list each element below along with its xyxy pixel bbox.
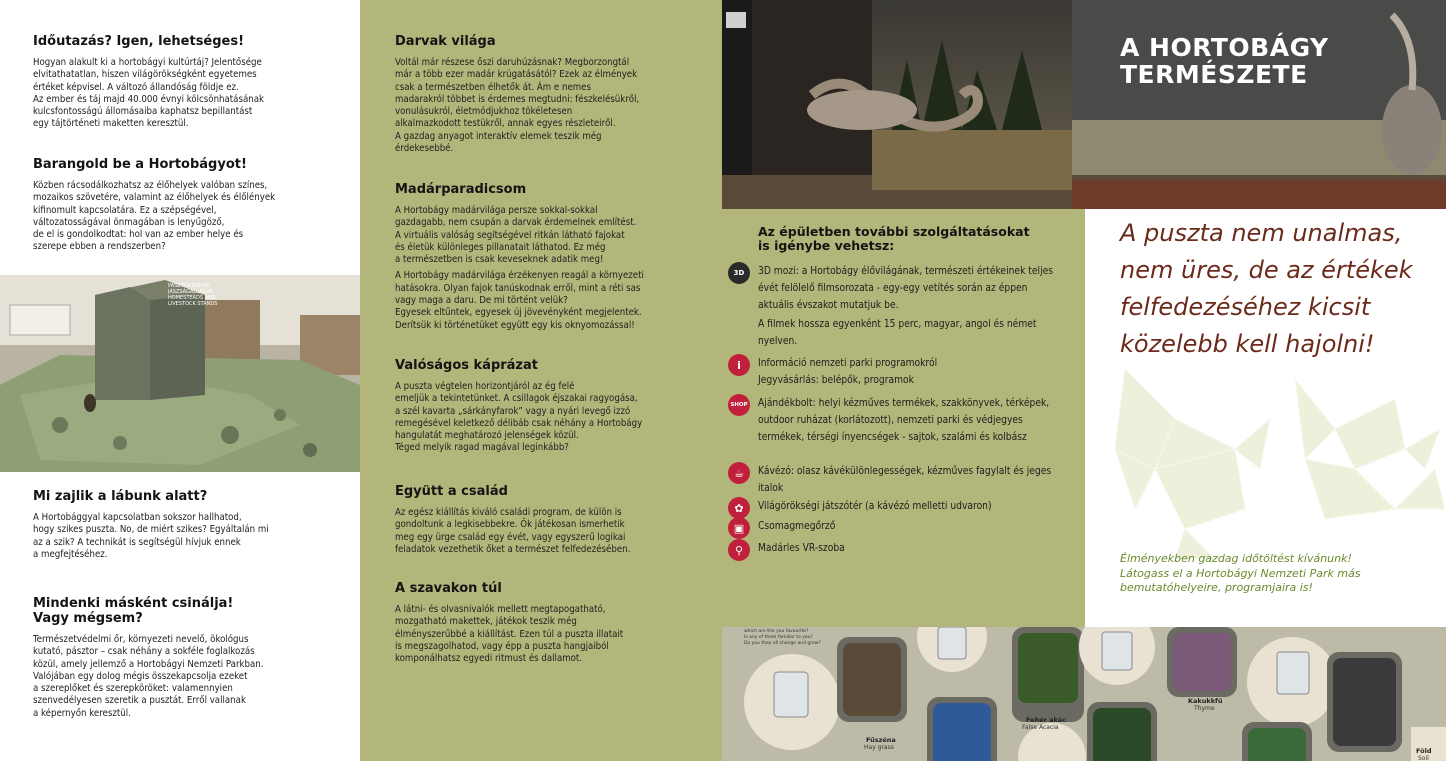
service-text: Kávézó: olasz kávékülönlegességek, kézműves fagylalt és jeges italok — [758, 466, 1052, 494]
section-title: Darvak világa — [395, 34, 496, 49]
model-sign-text: PÁSZTORTANYÁK JÁSZSÁGÁLLÁSOK HOMESTEADS AND LIVESTOCK STANDS — [168, 283, 218, 307]
exhibit-small-text: which are the you favourite? Is any of them familiar to you? Do you they all change and grow? — [744, 629, 821, 646]
landscape-model-photo — [0, 275, 360, 472]
exhibit-label-soil-en: Soil — [1418, 755, 1429, 761]
origami-birds-illustration — [1095, 359, 1445, 559]
exhibit-label-thyme: Kakukkfű — [1188, 697, 1223, 705]
section-professions — [33, 596, 333, 720]
exhibit-label-acacia-en: False Acacia — [1022, 724, 1059, 731]
exhibit-label-acacia: Fehér akác — [1026, 716, 1067, 724]
service-text: Ajándékbolt: helyi kézműves termékek, szakkönyvek, térképek, outdoor ruházat (korlátozott), nemzeti parki és védjegyes termékek, térségi ínyencségek - sajtok, szalámi és kolbász — [758, 398, 1050, 443]
scent-exhibit-illustration — [722, 627, 1446, 761]
exhibit-label-hay-en: Hay grass — [864, 744, 894, 751]
crane-diorama-illustration — [722, 0, 1446, 209]
section-title: Együtt a család — [395, 484, 508, 499]
section-cranes — [395, 34, 695, 155]
section-title: Valóságos káprázat — [395, 358, 538, 373]
service-text: Jegyvásárlás: belépők, programok — [758, 375, 914, 386]
cinema-3d-icon: 3D — [728, 262, 750, 284]
exhibit-label-thyme-en: Thyme — [1194, 705, 1215, 712]
services-title: Az épületben további szolgáltatásokat is igénybe vehetsz: — [758, 224, 1030, 253]
section-body: Természetvédelmi őr, környezeti nevelő, ökológus kutató, pásztor – csak néhány a sokféle foglalkozás közül, amely jellemző a Hortobágyi Nemzeti Parkban. Valójában egy dolog mégis összekapcsolja ezeket a szereplőket és szerepköröket: valamennyien szenvedélyesen szeretik a pusztát. Erről vallanak a képernyőn keresztül. — [33, 634, 264, 719]
section-body-2: A Hortobágy madárvilága érzékenyen reagál a környezeti hatásokra. Olyan fajok tanúskodnak erről, mint a réti sas vagy maga a daru. De mi történt velük? Egyesek eltűntek, egyesek új jövevényként megjelentek. Derítsük ki történetüket együtt egy kis oknyomozással! — [395, 270, 644, 331]
section-title: Mindenki másként csinálja! Vagy mégsem? — [33, 596, 234, 626]
section-time-travel — [33, 34, 333, 131]
exhibit-label-soil: Föld — [1416, 747, 1432, 755]
services-panel — [722, 209, 1085, 627]
section-body: Közben rácsodálkozhatsz az élőhelyek valóban színes, mozaikos szövetére, valamint az élőhelyek és élőlények kifinomult kapcsolatára. Ez a szépségével, változatosságával önmagában is lenyűgöző, de el is gondolkodtat: hol van az ember helye és szerepe ebben a rendszerben? — [33, 180, 276, 253]
hero-title: A HORTOBÁGY TERMÉSZETE — [1120, 33, 1329, 89]
service-text: Madárles VR-szoba — [758, 543, 845, 554]
section-body: Az egész kiállítás kiváló családi program, de külön is gondoltunk a legkisebbekre. Ők játékosan ismerhetik meg egy ürge család egy évét, vagy egyszerű logikai feladatok vezethetik őket a természet felfedezésében. — [395, 507, 631, 555]
service-text: Világörökségi játszótér (a kávézó melletti udvaron) — [758, 501, 992, 512]
section-body: A Hortobággyal kapcsolatban sokszor hallhatod, hogy szikes puszta. No, de miért szikes? Egyáltalán mi az a szik? A technikát is segítségül hívjuk ennek a megfejtéséhez. — [33, 512, 269, 560]
section-title: Mi zajlik a lábunk alatt? — [33, 489, 208, 504]
right-column — [722, 0, 1446, 761]
section-body: Hogyan alakult ki a hortobágyi kultúrtáj? Jelentősége elvitathatatlan, hiszen világörökségként egyetemes értéket képvisel. A változó állandóság földje ez. Az ember és táj majd 40.000 évnyi kölcsönhatásának kulcsfontosságú állomásaiba kaphatsz bepillantást egy tájtörténeti maketten keresztül. — [33, 57, 265, 130]
invitation-text: Élményekben gazdag időtöltést kívánunk! Látogass el a Hortobágyi Nemzeti Park más bemutatóhelyeire, programjaira is! — [1120, 552, 1361, 594]
service-text: Csomagmegőrző — [758, 521, 836, 532]
scent-exhibit-photo — [722, 627, 1446, 761]
playground-icon: ✿ — [728, 497, 750, 519]
section-explore — [33, 157, 333, 254]
section-body: A látni- és olvasnivalók mellett megtapogatható, mozgatható makettek, játékok teszik még élményszerűbbé a kiállítást. Ezen túl a puszta illatait is megszagolhatod, vagy épp a puszta hangjaiból komponálhatsz egyedi ritmust és dallamot. — [395, 604, 624, 665]
coffee-cup-icon: ☕ — [728, 462, 750, 484]
service-text: 3D mozi: a Hortobágy élővilágának, természeti értékeinek teljes évét felölelő filmsorozata - egy-egy vetítés során az éppen aktuális évszakot mutatjuk be. — [758, 266, 1054, 311]
section-body: A Hortobágy madárvilága persze sokkal-sokkal gazdagabb, nem csupán a darvak érdemelnek említést. A virtuális valóság segítségével ritkán látható fajokat és életük különleges pillanatait láthatod. Ez még a természetben is csak keveseknek adatik meg! — [395, 205, 637, 266]
service-text: Információ nemzeti parki programokról — [758, 358, 938, 369]
exhibit-label-hay: Fűszéna — [866, 736, 896, 744]
crane-diorama-photo — [722, 0, 1446, 209]
service-text: A filmek hossza egyenként 15 perc, magyar, angol és német nyelven. — [758, 319, 1037, 347]
quote-panel — [1085, 209, 1446, 627]
bicycle-icon: ⚲ — [728, 539, 750, 561]
left-column — [0, 0, 360, 761]
landscape-model-illustration — [0, 275, 360, 472]
info-icon: i — [728, 354, 750, 376]
section-title: A szavakon túl — [395, 581, 502, 596]
section-bird-paradise — [395, 182, 695, 332]
section-mirage — [395, 358, 695, 455]
shop-icon: SHOP — [728, 394, 750, 416]
middle-column — [360, 0, 722, 761]
section-underground — [33, 489, 333, 561]
section-title: Barangold be a Hortobágyot! — [33, 157, 247, 172]
section-beyond-words — [395, 581, 695, 665]
section-title: Időutazás? Igen, lehetséges! — [33, 34, 245, 49]
quote-text: A puszta nem unalmas, nem üres, de az értékek felfedezéséhez kicsit közelebb kell hajolni! — [1120, 219, 1413, 358]
section-family — [395, 484, 695, 556]
section-title: Madárparadicsom — [395, 182, 527, 197]
section-body: Voltál már részese őszi daruhúzásnak? Megborzongtál már a több ezer madár krúgatásától? Ezek az élmények csak a természetben élhetők át. Ám e nemes madarakról többet is érdemes megtudni: fészkelésükről, vonulásukról, életmódjukhoz tökéletesen alkalmazkodott testükről, annak egyes részleteiről. A gazdag anyagot interaktív elemek teszik még érdekesebbé. — [395, 57, 640, 155]
section-body: A puszta végtelen horizontjáról az ég felé emeljük a tekintetünket. A csillagok éjszakai ragyogása, a szél kavarta „sárkányfarok” vagy a nyári levegő izzó remegésével keletkező délibáb csak néhány a Hortobágy hangulatát meghatározó jelenségek közül. Téged melyik ragad magával leginkább? — [395, 381, 643, 454]
luggage-icon: ▣ — [728, 517, 750, 539]
